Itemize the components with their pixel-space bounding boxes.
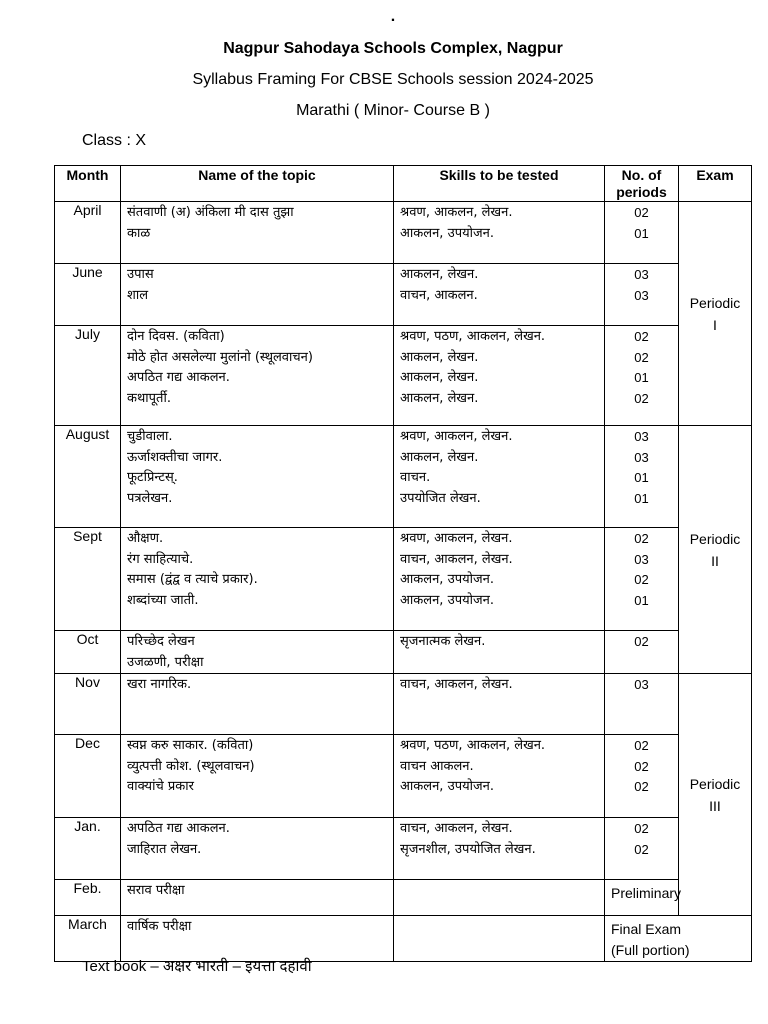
skills-cell bbox=[394, 528, 605, 631]
period-value: 02 bbox=[634, 779, 649, 794]
topic-line: कथापूर्ती. bbox=[127, 390, 171, 406]
month-cell: April bbox=[55, 202, 121, 264]
skill-line: वाचन, आकलन. bbox=[400, 287, 478, 303]
skill-line: आकलन, लेखन. bbox=[400, 449, 479, 465]
skill-line: वाचन आकलन. bbox=[400, 758, 474, 774]
skill-line: आकलन, लेखन. bbox=[400, 370, 479, 385]
skill-line: आकलन, उपयोजन. bbox=[400, 225, 494, 241]
topic-line: चुडीवाला. bbox=[127, 429, 173, 444]
period-value: 02 bbox=[634, 329, 649, 344]
skill-line: आकलन, लेखन. bbox=[400, 267, 479, 282]
table-row bbox=[55, 264, 752, 326]
topic-line: सराव परीक्षा bbox=[127, 883, 185, 898]
skills-cell bbox=[394, 326, 605, 426]
table-row bbox=[55, 735, 752, 818]
header-skills: Skills to be tested bbox=[394, 166, 605, 202]
month-cell: July bbox=[55, 326, 121, 426]
skill-line: श्रवण, पठण, आकलन, लेखन. bbox=[400, 738, 546, 753]
exam-group-cell bbox=[679, 202, 752, 426]
periods-cell bbox=[605, 426, 679, 528]
topic-line: खरा नागरिक. bbox=[127, 677, 192, 692]
header-periods bbox=[605, 166, 679, 202]
table-row bbox=[55, 202, 752, 264]
topic-line: परिच्छेद लेखन bbox=[127, 634, 195, 649]
textbook-footer: Text book – अक्षर भारती – इयत्ता दहावी bbox=[82, 958, 312, 975]
table-header-row bbox=[55, 166, 752, 202]
topic-line: काळ bbox=[127, 225, 151, 241]
skills-cell bbox=[394, 202, 605, 264]
topic-cell bbox=[121, 426, 394, 528]
skills-cell bbox=[394, 880, 605, 916]
month-cell: Sept bbox=[55, 528, 121, 631]
topic-cell bbox=[121, 264, 394, 326]
topic-cell bbox=[121, 326, 394, 426]
topic-line: व्युत्पत्ती कोश. (स्थूलवाचन) bbox=[127, 758, 255, 774]
table-row bbox=[55, 916, 752, 962]
exam-cell bbox=[605, 916, 752, 962]
exam-group-label: Periodic bbox=[689, 294, 741, 311]
topic-line: पत्रलेखन. bbox=[127, 490, 173, 506]
course-name: Marathi ( Minor- Course B ) bbox=[296, 102, 490, 119]
skill-line: सृजनशील, उपयोजित लेखन. bbox=[400, 841, 536, 857]
skill-line: वाचन, आकलन, लेखन. bbox=[400, 821, 513, 836]
topic-line: दोन दिवस. (कविता) bbox=[127, 329, 225, 344]
topic-line: रंग साहित्याचे. bbox=[127, 551, 194, 567]
topic-cell bbox=[121, 631, 394, 674]
skill-line: वाचन, आकलन, लेखन. bbox=[400, 551, 513, 567]
exam-group-label: II bbox=[711, 552, 719, 569]
topic-line: ऊर्जाशक्तीचा जागर. bbox=[127, 449, 223, 465]
topic-line: जाहिरात लेखन. bbox=[127, 841, 202, 857]
period-value: 02 bbox=[634, 841, 649, 857]
skill-line: वाचन. bbox=[400, 470, 431, 485]
topic-line: उजळणी, परीक्षा bbox=[127, 654, 204, 670]
table-row bbox=[55, 631, 752, 674]
period-value: 02 bbox=[634, 531, 649, 546]
period-value: 01 bbox=[634, 225, 649, 241]
periods-cell bbox=[605, 818, 679, 880]
topic-line: औक्षण. bbox=[127, 531, 164, 546]
exam-group-label: I bbox=[713, 316, 717, 333]
period-value: 02 bbox=[634, 390, 649, 406]
topic-line: वाक्यांचे प्रकार bbox=[127, 779, 194, 794]
period-value: 03 bbox=[634, 267, 649, 282]
skill-line: सृजनात्मक लेखन. bbox=[400, 634, 486, 649]
header-periods-line1: No. of bbox=[621, 167, 662, 183]
skill-line: आकलन, उपयोजन. bbox=[400, 572, 494, 587]
topic-line: अपठित गद्य आकलन. bbox=[127, 370, 230, 385]
skill-line: श्रवण, आकलन, लेखन. bbox=[400, 205, 513, 220]
skill-line: आकलन, उपयोजन. bbox=[400, 779, 494, 794]
skills-cell bbox=[394, 264, 605, 326]
class-label: Class : X bbox=[82, 132, 147, 149]
topic-cell bbox=[121, 880, 394, 916]
skill-line: उपयोजित लेखन. bbox=[400, 490, 481, 506]
table-row bbox=[55, 426, 752, 528]
skill-line: आकलन, उपयोजन. bbox=[400, 592, 494, 608]
topic-cell bbox=[121, 735, 394, 818]
topic-line: समास (द्वंद्व व त्याचे प्रकार). bbox=[127, 572, 258, 587]
topic-cell bbox=[121, 528, 394, 631]
exam-group-cell bbox=[679, 426, 752, 674]
topic-line: मोठे होत असलेल्या मुलांनो (स्थूलवाचन) bbox=[127, 349, 313, 365]
period-value: 01 bbox=[634, 592, 649, 608]
periods-cell bbox=[605, 326, 679, 426]
skills-cell bbox=[394, 426, 605, 528]
skill-line: आकलन, लेखन. bbox=[400, 349, 479, 365]
period-value: 03 bbox=[634, 677, 649, 692]
topic-line: शब्दांच्या जाती. bbox=[127, 592, 199, 608]
exam-text: (Full portion) bbox=[611, 942, 690, 958]
skills-cell bbox=[394, 916, 605, 962]
topic-line: फूटप्रिन्टस्. bbox=[127, 470, 178, 485]
page-title: Nagpur Sahodaya Schools Complex, Nagpur bbox=[223, 40, 563, 57]
page-subtitle: Syllabus Framing For CBSE Schools session 2024-2025 bbox=[192, 71, 594, 88]
period-value: 02 bbox=[634, 634, 649, 649]
topic-cell bbox=[121, 202, 394, 264]
month-cell: Feb. bbox=[55, 880, 121, 916]
period-value: 01 bbox=[634, 490, 649, 506]
period-value: 01 bbox=[634, 370, 649, 385]
skills-cell bbox=[394, 674, 605, 735]
period-value: 01 bbox=[634, 470, 649, 485]
topic-line: वार्षिक परीक्षा bbox=[127, 919, 192, 934]
table-row bbox=[55, 326, 752, 426]
period-value: 02 bbox=[634, 349, 649, 365]
header-dot: . bbox=[390, 8, 396, 25]
skill-line: श्रवण, पठण, आकलन, लेखन. bbox=[400, 329, 546, 344]
periods-cell bbox=[605, 631, 679, 674]
month-cell: March bbox=[55, 916, 121, 962]
topic-cell bbox=[121, 818, 394, 880]
header-periods-line2: periods bbox=[616, 184, 667, 200]
skill-line: वाचन, आकलन, लेखन. bbox=[400, 677, 513, 692]
header-exam: Exam bbox=[679, 166, 752, 202]
topic-cell bbox=[121, 916, 394, 962]
exam-cell bbox=[605, 880, 752, 916]
periods-cell bbox=[605, 735, 679, 818]
period-value: 03 bbox=[634, 429, 649, 444]
periods-cell bbox=[605, 264, 679, 326]
period-value: 02 bbox=[634, 738, 649, 753]
topic-cell bbox=[121, 674, 394, 735]
skills-cell bbox=[394, 735, 605, 818]
month-cell: Oct bbox=[55, 631, 121, 674]
exam-text: Preliminary bbox=[611, 885, 682, 901]
topic-line: संतवाणी (अ) अंकिला मी दास तुझा bbox=[127, 205, 294, 220]
period-value: 02 bbox=[634, 821, 649, 836]
skill-line: श्रवण, आकलन, लेखन. bbox=[400, 429, 513, 444]
header-topic: Name of the topic bbox=[121, 166, 394, 202]
topic-line: स्वप्न करु साकार. (कविता) bbox=[127, 738, 254, 753]
periods-cell bbox=[605, 674, 679, 735]
period-value: 03 bbox=[634, 287, 649, 303]
skill-line: आकलन, लेखन. bbox=[400, 390, 479, 406]
topic-line: शाल bbox=[127, 287, 149, 303]
exam-group-label: Periodic bbox=[689, 775, 741, 792]
table-row bbox=[55, 528, 752, 631]
exam-text: Final Exam bbox=[611, 921, 682, 937]
month-cell: Nov bbox=[55, 674, 121, 735]
syllabus-table bbox=[54, 165, 752, 962]
table-row bbox=[55, 818, 752, 880]
month-cell: Jan. bbox=[55, 818, 121, 880]
period-value: 02 bbox=[634, 758, 649, 774]
periods-cell bbox=[605, 528, 679, 631]
month-cell: Dec bbox=[55, 735, 121, 818]
skills-cell bbox=[394, 631, 605, 674]
period-value: 02 bbox=[634, 205, 649, 220]
period-value: 03 bbox=[634, 449, 649, 465]
topic-line: उपास bbox=[127, 267, 154, 282]
period-value: 02 bbox=[634, 572, 649, 587]
skills-cell bbox=[394, 818, 605, 880]
exam-group-label: Periodic bbox=[689, 530, 741, 547]
topic-line: अपठित गद्य आकलन. bbox=[127, 821, 230, 836]
month-cell: August bbox=[55, 426, 121, 528]
periods-cell bbox=[605, 202, 679, 264]
period-value: 03 bbox=[634, 551, 649, 567]
month-cell: June bbox=[55, 264, 121, 326]
table-row bbox=[55, 674, 752, 735]
skill-line: श्रवण, आकलन, लेखन. bbox=[400, 531, 513, 546]
exam-group-label: III bbox=[709, 797, 721, 814]
table-row bbox=[55, 880, 752, 916]
header-month: Month bbox=[55, 166, 121, 202]
